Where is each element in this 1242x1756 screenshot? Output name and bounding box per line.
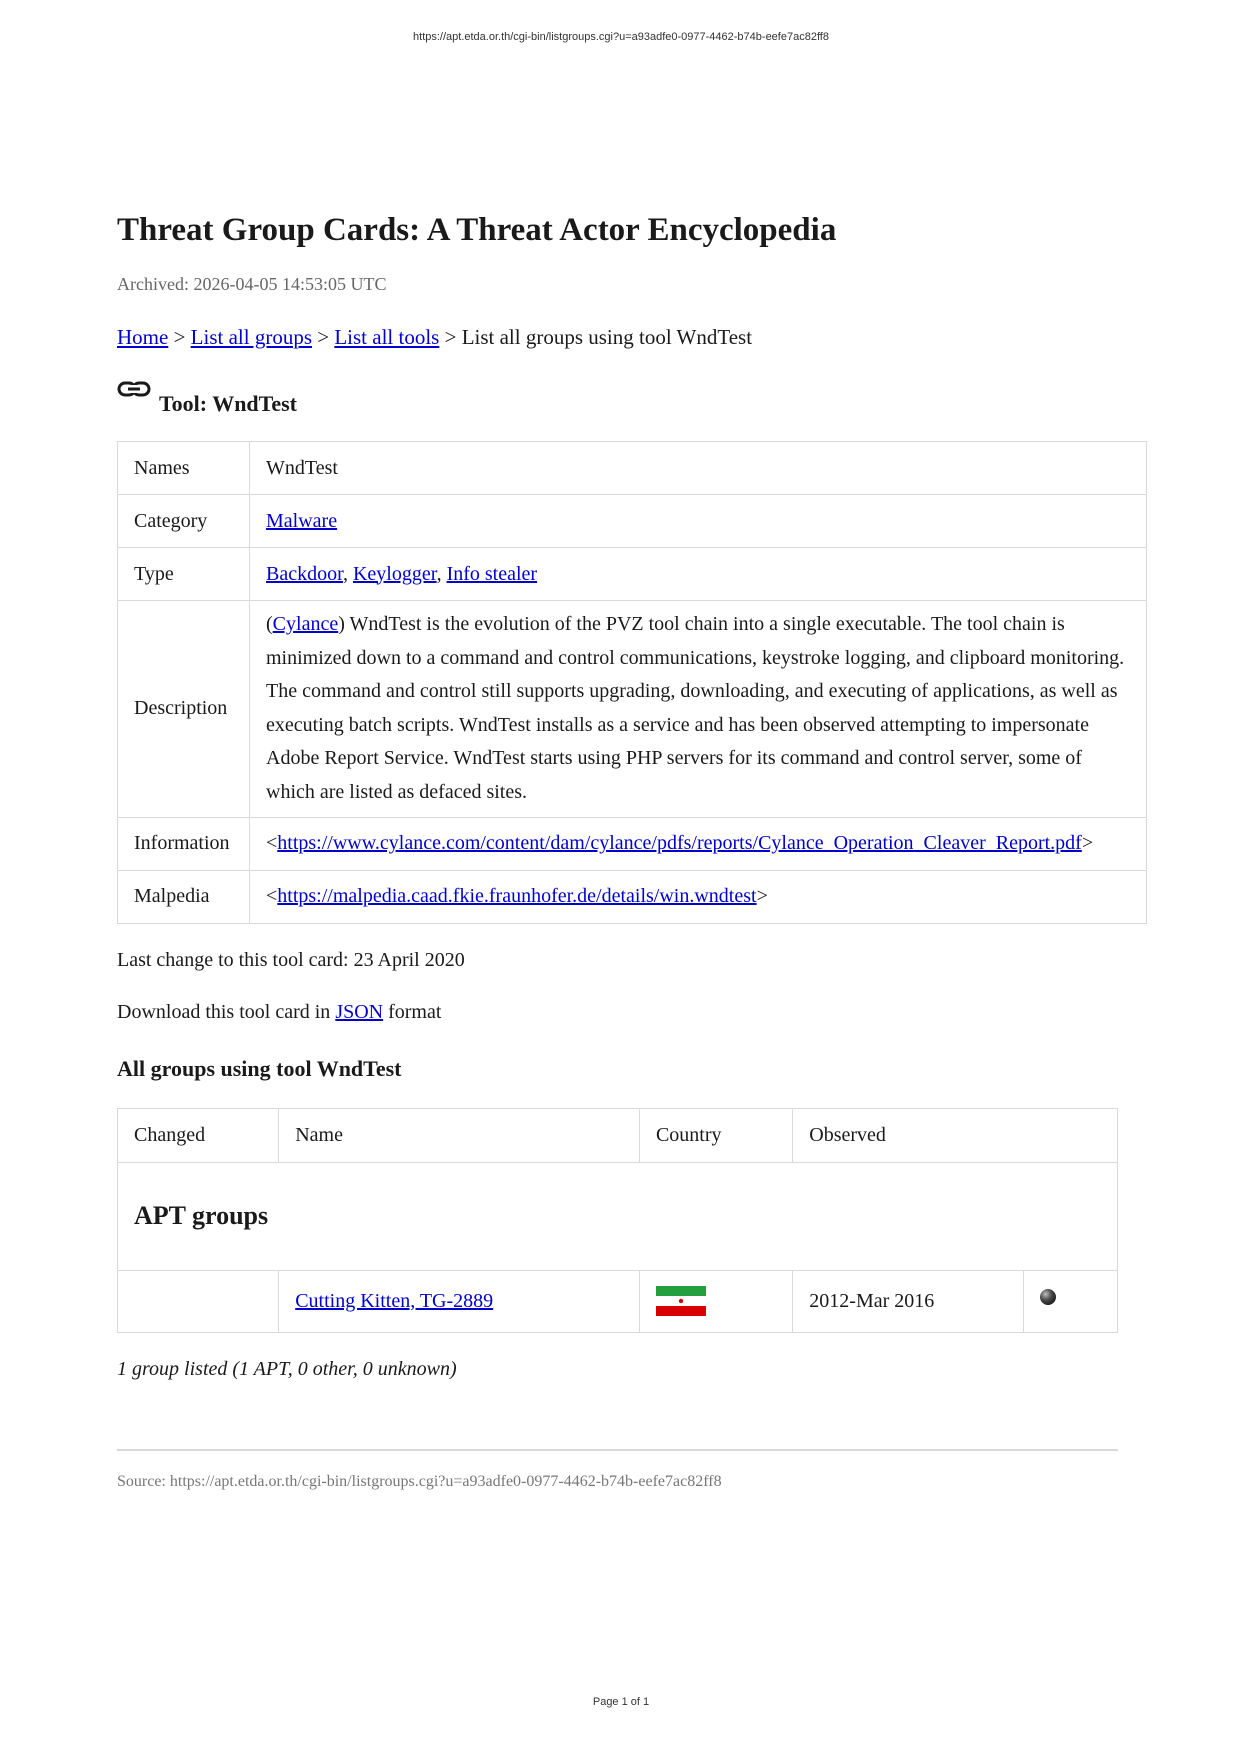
tool-heading: [117, 379, 1147, 419]
divider: [117, 1449, 1118, 1451]
name-cell: [279, 1270, 640, 1332]
page-footer: Page 1 of 1: [592, 1696, 650, 1708]
table-row: [118, 442, 1147, 495]
breadcrumb: [117, 323, 1147, 351]
breadcrumb-separator: >: [173, 325, 186, 349]
description-label: Description: [118, 601, 250, 818]
download-suffix: format: [383, 1000, 442, 1023]
type-value: [250, 548, 1147, 601]
column-header-country: Country: [639, 1108, 792, 1162]
json-download-link[interactable]: JSON: [335, 1000, 384, 1023]
group-link-cutting-kitten[interactable]: Cutting Kitten, TG-2889: [295, 1289, 494, 1312]
type-separator: ,: [436, 562, 447, 585]
changed-cell: [118, 1270, 279, 1332]
malpedia-link[interactable]: https://malpedia.caad.fkie.fraunhofer.de/details/win.wndtest: [277, 885, 757, 908]
observed-cell: 2012-Mar 2016: [793, 1270, 1024, 1332]
country-cell: [639, 1270, 792, 1332]
type-label: Type: [118, 548, 250, 601]
names-value: WndTest: [250, 442, 1147, 495]
table-header-row: [118, 1108, 1118, 1162]
groups-summary: 1 group listed (1 APT, 0 other, 0 unknown): [117, 1357, 457, 1380]
header-url: https://apt.etda.or.th/cgi-bin/listgroups.cgi?u=a93adfe0-0977-4462-b74b-eefe7ac82ff8: [413, 31, 829, 43]
download-prefix: Download this tool card in: [117, 1000, 336, 1023]
table-row: [118, 548, 1147, 601]
breadcrumb-separator: >: [444, 325, 457, 349]
description-source-link[interactable]: Cylance: [272, 613, 339, 635]
black-dot-icon: [1040, 1289, 1056, 1305]
type-info-stealer-link[interactable]: Info stealer: [446, 562, 538, 585]
column-header-name: Name: [279, 1108, 640, 1162]
table-row: [118, 601, 1147, 818]
malpedia-value: <https://malpedia.caad.fkie.fraunhofer.de/details/win.wndtest>: [250, 870, 1147, 923]
last-change-text: Last change to this tool card: 23 April 2020: [117, 948, 465, 971]
column-header-changed: Changed: [118, 1108, 279, 1162]
download-text: [117, 998, 1147, 1026]
type-backdoor-link[interactable]: Backdoor: [266, 562, 343, 585]
section-row: [118, 1162, 1118, 1270]
table-row: [118, 870, 1147, 923]
tool-title: Tool: WndTest: [159, 391, 297, 416]
status-cell: [1024, 1270, 1118, 1332]
breadcrumb-home-link[interactable]: Home: [117, 325, 169, 349]
tool-info-table: [117, 441, 1147, 924]
link-icon[interactable]: [117, 379, 153, 401]
category-label: Category: [118, 495, 250, 548]
section-title-apt-groups: APT groups: [118, 1162, 1118, 1270]
description-value: (Cylance) WndTest is the evolution of the PVZ tool chain into a single executable. The tool chain is minimized down to a command and control communications, keystroke logging, and clipboard monitoring. The command and control still supports upgrading, downloading, and executing of applications, as well as executing batch scripts. WndTest installs as a service and has been observed attempting to impersonate Adobe Report Service. WndTest starts using PHP servers for its command and control server, some of which are listed as defaced sites.: [250, 601, 1147, 818]
malpedia-label: Malpedia: [118, 870, 250, 923]
source-url: Source: https://apt.etda.or.th/cgi-bin/listgroups.cgi?u=a93adfe0-0977-4462-b74b-eefe7ac82ff8: [117, 1472, 722, 1490]
page-title: Threat Group Cards: A Threat Actor Encyclopedia: [117, 212, 837, 248]
breadcrumb-separator: >: [317, 325, 330, 349]
column-header-observed: Observed: [793, 1108, 1118, 1162]
description-text: WndTest is the evolution of the PVZ tool chain into a single executable. The tool chain is minimized down to a command and control communications, keystroke logging, and clipboard monitoring. The command and control still supports upgrading, downloading, and executing of applications, as well as executing batch scripts. WndTest installs as a service and has been observed attempting to impersonate Adobe Report Service. WndTest starts using PHP servers for its command and control server, some of which are listed as defaced sites.: [266, 613, 1125, 803]
information-label: Information: [118, 817, 250, 870]
breadcrumb-current: List all groups using tool WndTest: [461, 325, 753, 349]
iran-flag-icon: [656, 1286, 706, 1316]
archived-timestamp: Archived: 2026-04-05 14:53:05 UTC: [117, 274, 387, 294]
groups-table: [117, 1108, 1118, 1333]
type-keylogger-link[interactable]: Keylogger: [352, 562, 437, 585]
table-row: [118, 1270, 1118, 1332]
category-value: [250, 495, 1147, 548]
type-separator: ,: [342, 562, 353, 585]
information-link[interactable]: https://www.cylance.com/content/dam/cylance/pdfs/reports/Cylance_Operation_Cleaver_Report.pdf: [277, 832, 1082, 855]
information-value: <https://www.cylance.com/content/dam/cylance/pdfs/reports/Cylance_Operation_Cleaver_Report.pdf>: [250, 817, 1147, 870]
page-content: [117, 208, 1147, 1493]
category-malware-link[interactable]: Malware: [266, 509, 338, 532]
breadcrumb-list-tools-link[interactable]: List all tools: [334, 325, 440, 349]
names-label: Names: [118, 442, 250, 495]
groups-heading: All groups using tool WndTest: [117, 1055, 402, 1081]
table-row: [118, 495, 1147, 548]
breadcrumb-list-groups-link[interactable]: List all groups: [190, 325, 312, 349]
table-row: [118, 817, 1147, 870]
